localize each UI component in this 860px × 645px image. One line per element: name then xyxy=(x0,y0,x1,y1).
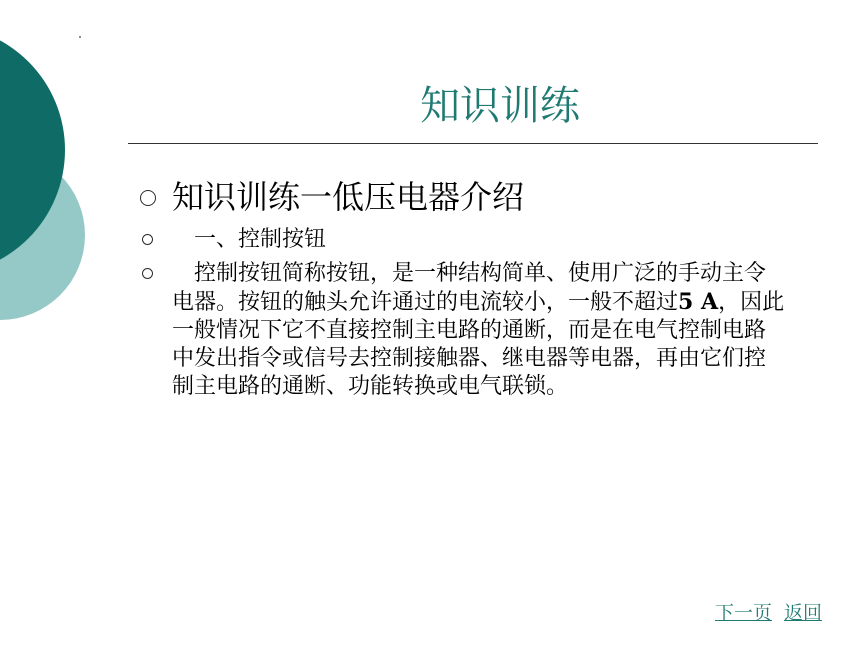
bullet-item-section xyxy=(136,226,826,254)
small-dot xyxy=(79,36,81,38)
hollow-circle-bullet-icon xyxy=(142,268,153,279)
bullet-text-before: 控制按钮简称按钮，是一种结构简单、使用广泛的手动主令电器。按钮的触头允许通过的电流较小，一般不超过 xyxy=(172,261,767,315)
next-page-link[interactable]: 下一页 xyxy=(714,602,772,624)
slide-navigation xyxy=(703,598,822,625)
bullet-text: 一、控制按钮 xyxy=(172,227,327,252)
bullet-text: 知识训练一低压电器介绍 xyxy=(172,178,525,216)
bullet-paragraph xyxy=(172,260,826,401)
slide-title: 知识训练 xyxy=(420,83,580,129)
hollow-circle-bullet-icon xyxy=(142,234,153,245)
bullet-item-topic xyxy=(136,176,826,218)
bullet-item-description xyxy=(136,260,826,401)
back-link[interactable]: 返回 xyxy=(783,602,822,624)
decorative-circles xyxy=(0,0,120,400)
current-limit-value: 5 A xyxy=(678,289,719,315)
title-divider xyxy=(128,143,818,144)
hollow-circle-bullet-icon xyxy=(140,190,156,206)
bullet-list xyxy=(136,176,826,407)
bullet-text-after: ，因此一般情况下它不直接控制主电路的通断，而是在电气控制电路中发出指令或信号去控制接触器、继电器等电器，再由它们控制主电路的通断、功能转换或电气联锁。 xyxy=(172,290,785,399)
